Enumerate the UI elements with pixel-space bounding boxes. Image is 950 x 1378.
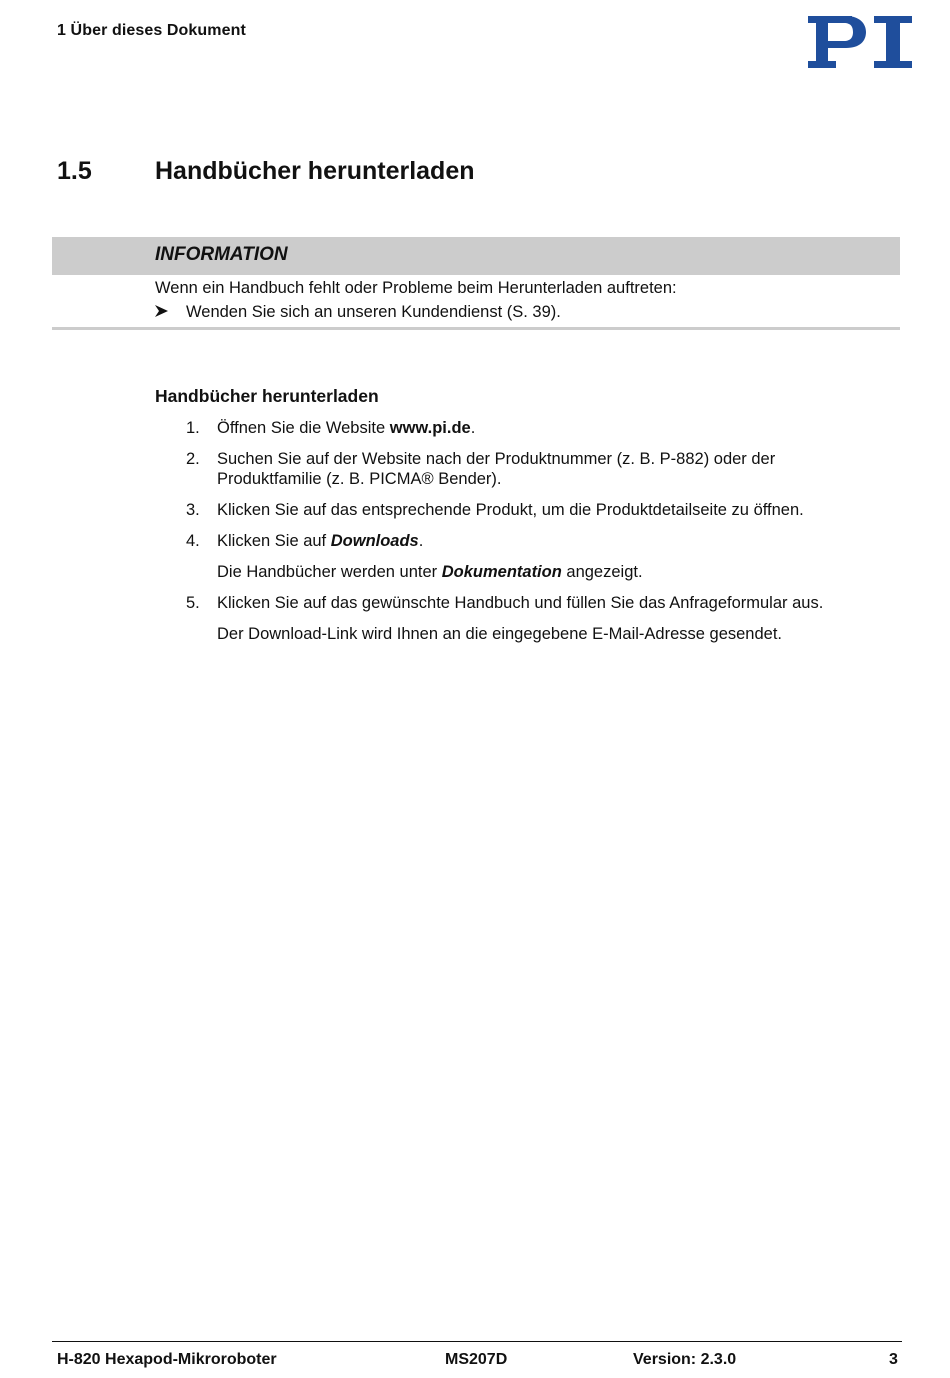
step-text — [217, 418, 866, 438]
information-label: INFORMATION — [155, 244, 288, 265]
step-text-post: . — [470, 419, 476, 437]
step-4 — [186, 531, 866, 551]
step-number: 4. — [186, 532, 200, 550]
information-banner — [52, 237, 900, 275]
section-number: 1.5 — [57, 157, 92, 185]
step-text: Klicken Sie auf das gewünschte Handbuch und füllen Sie das Anfrageformular aus. — [217, 594, 824, 612]
procedure-heading: Handbücher herunterladen — [155, 386, 379, 406]
step-number: 5. — [186, 594, 200, 612]
footer-product: H-820 Hexapod-Mikroroboter — [57, 1351, 277, 1368]
step-2 — [186, 449, 866, 489]
information-bullet-text: Wenden Sie sich an unseren Kundendienst (S. 39). — [186, 303, 561, 321]
step-number: 1. — [186, 419, 200, 437]
procedure-steps — [186, 418, 866, 655]
footer-rule — [52, 1341, 902, 1342]
dokumentation-term: Dokumentation — [441, 563, 562, 581]
step-1 — [186, 418, 866, 438]
step-text-post: . — [418, 532, 424, 550]
step-3 — [186, 500, 866, 520]
information-text: Wenn ein Handbuch fehlt oder Probleme beim Herunterladen auftreten: — [155, 279, 677, 297]
step-4-result — [186, 562, 866, 582]
section-title: Handbücher herunterladen — [155, 157, 475, 185]
website-link[interactable]: www.pi.de — [389, 419, 471, 437]
information-bottom-rule — [52, 327, 900, 330]
footer-version: Version: 2.3.0 — [633, 1351, 737, 1368]
footer-doc-id: MS207D — [445, 1351, 508, 1368]
pi-logo-icon — [806, 16, 914, 68]
step-text: Klicken Sie auf das entsprechende Produkt, um die Produktdetailseite zu öffnen. — [217, 501, 804, 519]
step-text: Suchen Sie auf der Website nach der Produktnummer (z. B. P-882) oder der Produktfamilie (z. B. PICMA® Bender). — [217, 450, 776, 488]
note-text-post: angezeigt. — [561, 563, 643, 581]
step-text — [217, 531, 866, 551]
step-text-pre: Klicken Sie auf — [217, 532, 331, 550]
step-number: 2. — [186, 450, 200, 468]
step-number: 3. — [186, 501, 200, 519]
running-header: 1 Über dieses Dokument — [57, 22, 246, 39]
downloads-term: Downloads — [330, 532, 419, 550]
information-bullet — [155, 303, 561, 322]
footer-page-number: 3 — [889, 1351, 898, 1368]
step-text-pre: Öffnen Sie die Website — [217, 419, 390, 437]
step-5-result: Der Download-Link wird Ihnen an die eingegebene E-Mail-Adresse gesendet. — [217, 625, 783, 643]
arrow-bullet-icon — [155, 305, 186, 320]
step-5 — [186, 593, 866, 613]
note-text-pre: Die Handbücher werden unter — [217, 563, 442, 581]
